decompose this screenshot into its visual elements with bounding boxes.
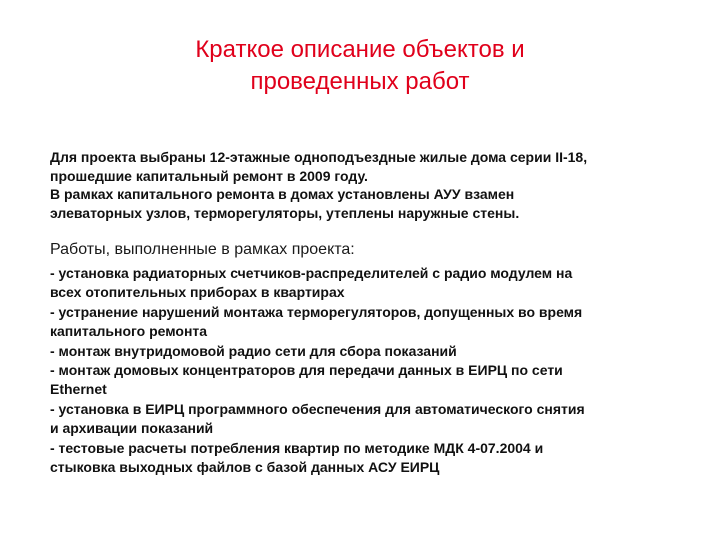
works-item-5-line-2: и архивации показаний [50, 420, 214, 437]
slide-title [0, 34, 720, 98]
works-item-2-line-1: - устранение нарушений монтажа терморегуляторов, допущенных во время [50, 303, 583, 320]
works-list-item [50, 439, 690, 478]
works-item-4-line-2: Ethernet [50, 381, 107, 398]
works-item-1-line-1: - установка радиаторных счетчиков-распределителей с радио модулем на [50, 265, 573, 281]
works-list-item [50, 303, 690, 342]
slide-title-line-2: проведенных работ [250, 68, 470, 95]
works-list-item [50, 361, 690, 400]
intro-paragraph [50, 148, 690, 222]
works-item-4-line-1: - монтаж домовых концентраторов для передачи данных в ЕИРЦ по сети [50, 362, 563, 379]
slide-title-line-1: Краткое описание объектов и [195, 36, 525, 63]
works-list-item [50, 342, 690, 361]
works-item-2-line-2: капитального ремонта [50, 323, 208, 340]
works-list-item [50, 400, 690, 439]
intro-line-3: В рамках капитального ремонта в домах установлены АУУ взамен [50, 186, 515, 202]
intro-line-2: прошедшие капитальный ремонт в 2009 году. [50, 167, 368, 184]
works-list-item [50, 264, 690, 303]
works-heading: Работы, выполненные в рамках проекта: [50, 241, 355, 258]
works-item-6-line-1: - тестовые расчеты потребления квартир по методике МДК 4-07.2004 и [50, 439, 544, 456]
works-item-6-line-2: стыковка выходных файлов с базой данных АСУ ЕИРЦ [50, 459, 440, 476]
works-item-5-line-1: - установка в ЕИРЦ программного обеспечения для автоматического снятия [50, 400, 585, 417]
intro-line-1: Для проекта выбраны 12-этажные одноподъездные жилые дома серии II-18, [50, 149, 588, 165]
works-item-1-line-2: всех отопительных приборах в квартирах [50, 284, 345, 301]
intro-line-4: элеваторных узлов, терморегуляторы, утеплены наружные стены. [50, 204, 520, 221]
works-item-3-line-1: - монтаж внутридомовой радио сети для сбора показаний [50, 342, 457, 359]
works-list [50, 264, 690, 477]
